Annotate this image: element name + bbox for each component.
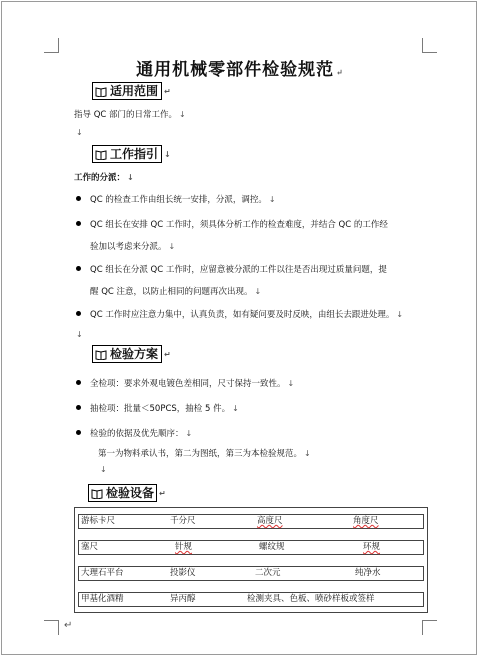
paragraph-mark: ↵: [159, 488, 166, 498]
paragraph-mark: ↓: [232, 404, 239, 413]
heading-guide[interactable]: 工作指引 ↓: [92, 145, 171, 163]
equipment-row[interactable]: [78, 540, 424, 555]
guide-subheading[interactable]: 工作的分派： ↓: [74, 173, 134, 183]
plan-note[interactable]: 第一为物料承认书，第二为图纸，第三为本检验规范。 ↓: [98, 449, 311, 459]
book-icon: [95, 86, 107, 97]
empty-paragraph-mark: ↓: [100, 465, 107, 474]
heading-equipment[interactable]: 检验设备 ↵: [88, 484, 166, 502]
guide-bullet-4[interactable]: QC 工作时应注意力集中，认真负责，如有疑问要及时反映，由组长去跟进处理。 ↓: [90, 310, 404, 320]
equipment-item: 角度尺: [353, 516, 379, 526]
crop-mark-bottom-right: [422, 620, 437, 635]
equipment-item: 二次元: [255, 568, 281, 578]
heading-plan[interactable]: 检验方案 ↵: [92, 345, 171, 363]
paragraph-mark: ↓: [287, 379, 295, 388]
end-paragraph-mark: ↵: [64, 620, 73, 631]
paragraph-mark: ↓: [127, 173, 134, 182]
guide-bullet-1[interactable]: QC 的检查工作由组长统一安排，分派，调控。 ↓: [90, 195, 276, 205]
paragraph-mark: ↓: [179, 110, 186, 119]
equipment-item: 高度尺: [257, 516, 283, 526]
crop-mark-top-left: [44, 38, 59, 53]
guide-bullet-3-line-1[interactable]: QC 组长在分派 QC 工作时，应留意被分派的工件以往是否出现过质量问题，提: [90, 265, 387, 275]
equipment-item: 检测夹具、色板、喷砂样板或签样: [247, 594, 375, 604]
book-icon: [95, 349, 107, 360]
paragraph-mark: ↵: [336, 67, 344, 77]
scope-text[interactable]: 指导 QC 部门的日常工作。 ↓: [74, 110, 186, 120]
bullet-dot: [76, 430, 81, 435]
equipment-item: 螺纹规: [259, 542, 285, 552]
paragraph-mark: ↓: [304, 449, 311, 458]
equipment-row[interactable]: [78, 514, 424, 529]
bullet-dot: [76, 380, 81, 385]
equipment-row[interactable]: [78, 592, 424, 607]
empty-paragraph-mark: ↓: [76, 330, 83, 339]
bullet-dot: [76, 221, 81, 226]
equipment-item: 投影仪: [170, 568, 196, 578]
paragraph-mark: ↓: [168, 242, 176, 251]
equipment-item: 针规: [175, 542, 193, 552]
paragraph-mark: ↓: [396, 310, 404, 319]
equipment-item: 千分尺: [170, 516, 196, 526]
plan-bullet-3[interactable]: 检验的依据及优先顺序： ↓: [90, 429, 193, 439]
guide-bullet-2-line-1[interactable]: QC 组长在安排 QC 工作时，须具体分析工作的检查难度，并结合 QC 的工作经: [90, 220, 388, 230]
equipment-item: 甲基化酒精: [81, 594, 124, 604]
equipment-item: 塞尺: [81, 542, 99, 552]
empty-paragraph-mark: ↓: [76, 128, 83, 137]
paragraph-mark: ↵: [164, 349, 171, 359]
equipment-item: 游标卡尺: [81, 516, 116, 526]
equipment-item: 纯净水: [355, 568, 381, 578]
heading-scope[interactable]: 适用范围 ↵: [92, 82, 171, 100]
crop-mark-top-right: [422, 38, 437, 53]
bullet-dot: [76, 405, 81, 410]
paragraph-mark: ↓: [254, 287, 262, 296]
document-title[interactable]: 通用机械零部件检验规范 ↵: [136, 60, 344, 80]
paragraph-mark: ↓: [268, 195, 276, 204]
guide-bullet-2-line-2[interactable]: 验加以考虑来分派。 ↓: [90, 242, 176, 252]
bullet-dot: [76, 311, 81, 316]
equipment-item: 大理石平台: [81, 568, 124, 578]
book-icon: [91, 488, 103, 499]
bullet-dot: [76, 266, 81, 271]
bullet-dot: [76, 196, 81, 201]
book-icon: [95, 149, 107, 160]
paragraph-mark: ↓: [164, 149, 171, 159]
plan-bullet-2[interactable]: 抽检项：批量＜50PCS，抽检 5 件。 ↓: [90, 404, 239, 414]
equipment-row[interactable]: [78, 566, 424, 581]
guide-bullet-3-line-2[interactable]: 醒 QC 注意，以防止相同的问题再次出现。 ↓: [90, 287, 262, 297]
crop-mark-bottom-left: [44, 620, 59, 635]
plan-bullet-1[interactable]: 全检项：要求外观电镀色差相同，尺寸保持一致性。 ↓: [90, 379, 295, 389]
paragraph-mark: ↵: [164, 86, 171, 96]
equipment-item: 异丙醇: [170, 594, 196, 604]
paragraph-mark: ↓: [185, 429, 193, 438]
equipment-item: 环规: [363, 542, 381, 552]
